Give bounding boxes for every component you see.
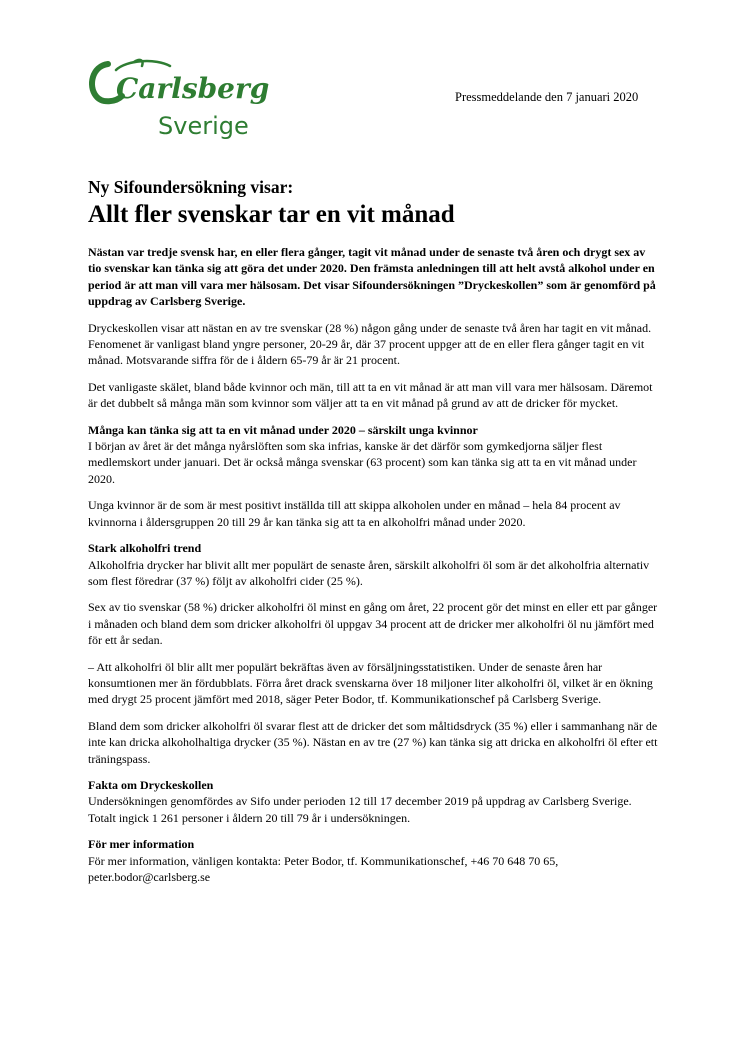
paragraph: Bland dem som dricker alkoholfri öl svarar flest att de dricker det som måltidsdryck (35 %) eller i sammanhang när de inte kan dricka alkoholhaltiga drycker (35 %). Nästan en av tre (27 %) kan tänka sig att dricka en alkoholfri öl efter ett träningspass.	[88, 718, 658, 766]
quote-paragraph: – Att alkoholfri öl blir allt mer populärt bekräftas även av försäljningsstatistiken. Under de senaste åren har konsumtionen mer än fördubblats. Förra året drack svenskarna över 18 miljoner liter alkoholfri öl, vilket är en ökning med drygt 25 procent jämfört med 2018, säger Peter Bodor, tf. Kommunikationschef på Carlsberg Sverige.	[88, 659, 653, 707]
logo-brand-text: Carlsberg	[116, 72, 270, 105]
paragraph: Dryckeskollen visar att nästan en av tre svenskar (28 %) någon gång under de senaste två åren har tagit en vit månad. Fenomenet är vanligast bland yngre personer, 20-29 år, där 37 procent uppger att de en eller flera gånger tagit en vit månad. Motsvarande siffra för de i åldern 65-79 år är 21 procent.	[88, 320, 652, 368]
paragraph: Unga kvinnor är de som är mest positivt inställda till att skippa alkoholen under en månad – hela 84 procent av kvinnorna i åldersgruppen 20 till 29 år kan tänka sig att ta en alkoholfri månad under 2020.	[88, 498, 621, 529]
section-heading: Fakta om Dryckeskollen	[88, 777, 214, 792]
article-lead: Nästan var tredje svensk har, en eller flera gånger, tagit vit månad under de senaste två åren och drygt sex av tio svenskar kan tänka sig att göra det under 2020. Den främsta anledningen till att helt avstå alkohol under en period är att man vill vara mer hälsosam. Det visar Sifoundersökningen ”Dryckeskollen” som är genomförd på uppdrag av Carlsberg Sverige.	[88, 245, 656, 309]
paragraph: Sex av tio svenskar (58 %) dricker alkoholfri öl minst en gång om året, 22 procent gör det minst en eller ett par gånger i månaden och bland dem som dricker alkoholfri öl uppgav 34 procent att de dricker mer alkoholfri öl nu jämfört med för ett år sedan.	[88, 600, 658, 648]
paragraph: Undersökningen genomfördes av Sifo under perioden 12 till 17 december 2019 på uppdrag av Carlsberg Sverige. Totalt ingick 1 261 personer i åldern 20 till 79 år i undersökningen.	[88, 794, 632, 825]
section-heading: För mer information	[88, 837, 195, 852]
section-vit-manad-2020	[88, 422, 660, 488]
article-body	[88, 176, 660, 895]
section-heading: Många kan tänka sig att ta en vit månad under 2020 – särskilt unga kvinnor	[88, 422, 478, 437]
article-title: Allt fler svenskar tar en vit månad	[88, 201, 455, 228]
section-heading: Stark alkoholfri trend	[88, 541, 202, 556]
logo-country-text: Sverige	[158, 112, 249, 140]
paragraph: Alkoholfria drycker har blivit allt mer populärt de senaste åren, särskilt alkoholfri öl som är det alkoholfria alternativ som flest föredrar (37 %) följt av alkoholfri cider (25 %).	[88, 557, 650, 588]
paragraph: I början av året är det många nyårslöften som ska infrias, kanske är det därför som gymkedjorna säljer flest medlemskort under januari. Det är också många svenskar (63 procent) som kan tänka sig att ta en vit månad under 2020.	[88, 439, 637, 486]
release-date: Pressmeddelande den 7 januari 2020	[455, 90, 639, 104]
contact-paragraph: För mer information, vänligen kontakta: Peter Bodor, tf. Kommunikationschef, +46 70 648 70 65, peter.bodor@carlsberg.se	[88, 853, 559, 884]
paragraph: Det vanligaste skälet, bland både kvinnor och män, till att ta en vit månad är att man vill vara mer hälsosam. Däremot är det dubbelt så många män som kvinnor som väljer att ta en vit månad på grund av att de dricker för mycket.	[88, 379, 653, 411]
carlsberg-sverige-logo	[86, 56, 270, 142]
article-kicker: Ny Sifoundersökning visar:	[88, 177, 294, 197]
section-contact	[88, 836, 660, 885]
section-fakta	[88, 777, 660, 826]
section-alkoholfri-trend	[88, 540, 660, 589]
